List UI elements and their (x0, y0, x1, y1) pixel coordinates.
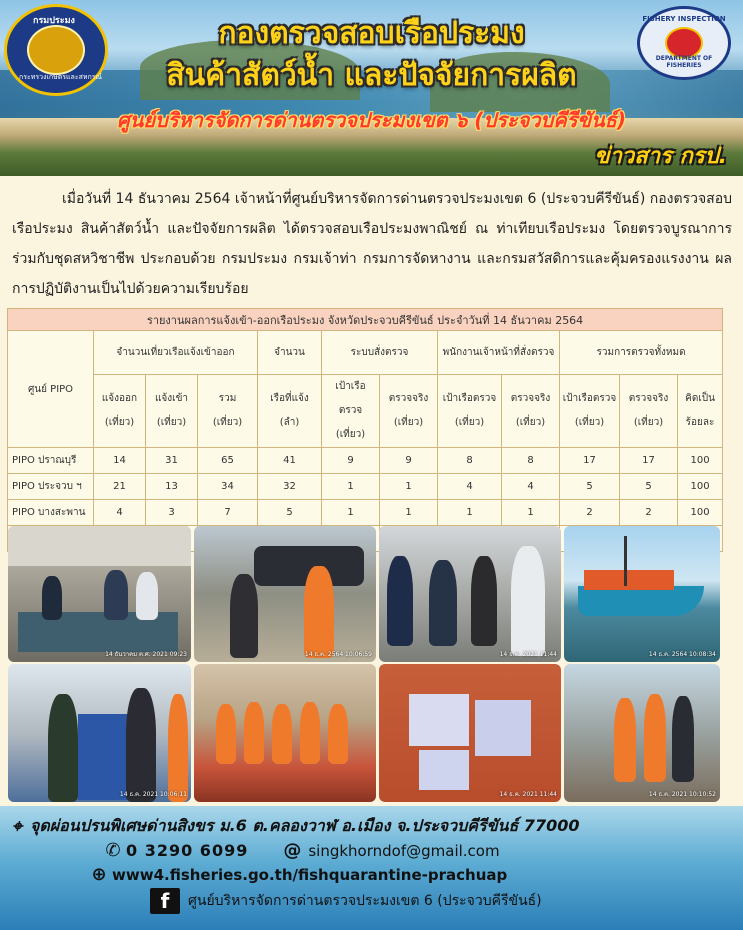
cell-center: PIPO ปราณบุรี (8, 448, 94, 474)
unit-label: (เที่ยว) (454, 417, 485, 428)
sub-header-sys-target (322, 375, 380, 448)
header-boats: จำนวน (258, 331, 322, 375)
cell-percent: 100 (678, 474, 723, 500)
photo-inspection-1 (8, 526, 191, 662)
cell-in: 3 (146, 500, 198, 526)
cell-in: 13 (146, 474, 198, 500)
cell-sum: 65 (198, 448, 258, 474)
unit-label: (เที่ยว) (104, 417, 135, 428)
logo-ring-top-text: FISHERY INSPECTION (642, 15, 726, 23)
cell-sys-actual: 9 (380, 448, 438, 474)
photo-fishing-boat (564, 526, 720, 662)
unit-label: ร้อยละ (685, 417, 715, 428)
footer-website[interactable]: www4.fisheries.go.th/fishquarantine-prachuap (112, 865, 508, 884)
photo-timestamp: 14 ธ.ค. 2564 10:08:34 (648, 651, 716, 658)
cell-out: 21 (94, 474, 146, 500)
photo-fish-hold (379, 664, 561, 802)
sub-label: เรือที่แจ้ง (270, 393, 309, 404)
photo-inspection-2 (194, 526, 376, 662)
cell-boats: 41 (258, 448, 322, 474)
unit-label: (เที่ยว) (212, 417, 243, 428)
article-paragraph: เมื่อวันที่ 14 ธันวาคม 2564 เจ้าหน้าที่ศูนย์บริหารจัดการด่านตรวจประมงเขต 6 (ประจวบคีรีขันธ์) กองตรวจสอบเรือประมง สินค้าสัตว์น้ำ และปัจจัยการผลิต ได้ตรวจสอบเรือประมงพาณิชย์ ณ ท่าเทียบเรือประมง โดยตรวจบูรณาการร่วมกับชุดสหวิชาชีพ ประกอบด้วย กรมประมง กรมเจ้าท่า กรมการจัดหางาน และกรมสวัสดิการและคุ้มครองแรงงาน ผลการปฏิบัติงานเป็นไปด้วยความเรียบร้อย (12, 191, 732, 297)
photo-timestamp: 14 ธ.ค. 2021 10:10:52 (648, 791, 716, 798)
cell-in: 31 (146, 448, 198, 474)
cell-tot-actual: 2 (620, 500, 678, 526)
sub-label: แจ้งออก (101, 393, 138, 404)
footer-contact (0, 806, 743, 930)
cell-sum: 7 (198, 500, 258, 526)
cell-sys-target: 9 (322, 448, 380, 474)
logo-ring-bottom-text: DEPARTMENT OF FISHERIES (655, 55, 713, 69)
sub-header-percent (678, 375, 723, 448)
photo-crew-lineup (194, 664, 376, 802)
sub-header-out (94, 375, 146, 448)
footer-website-row (86, 864, 507, 885)
sub-label: ตรวจจริง (628, 393, 669, 404)
cell-boats: 32 (258, 474, 322, 500)
news-tag: ข่าวสาร กรป. (594, 144, 727, 169)
cell-tot-target: 17 (560, 448, 620, 474)
cell-center: PIPO บางสะพาน (8, 500, 94, 526)
footer-address: จุดผ่อนปรนพิเศษด่านสิงขร ม.6 ต.คลองวาฬ อ.เมือง จ.ประจวบคีรีขันธ์ 77000 (30, 816, 580, 835)
cell-off-actual: 1 (502, 500, 560, 526)
cell-out: 4 (94, 500, 146, 526)
cell-percent: 100 (678, 500, 723, 526)
photo-deck-inspection (564, 664, 720, 802)
email-icon: @ (283, 840, 302, 861)
sub-header-off-actual (502, 375, 560, 448)
sub-label: เป้าเรือตรวจ (335, 381, 366, 416)
subtitle: ศูนย์บริหารจัดการด่านตรวจประมงเขต ๖ (ประจวบคีรีขันธ์) (116, 108, 627, 132)
cell-sum: 34 (198, 474, 258, 500)
header-total: รวมการตรวจทั้งหมด (560, 331, 723, 375)
header-trips: จำนวนเที่ยวเรือแจ้งเข้าออก (94, 331, 258, 375)
sub-header-tot-target (560, 375, 620, 448)
photo-timestamp: 14 ธ.ค. 2021 11:44 (499, 791, 557, 798)
footer-address-row (4, 814, 579, 839)
cell-off-target: 4 (438, 474, 502, 500)
footer-facebook[interactable]: ศูนย์บริหารจัดการด่านตรวจประมงเขต 6 (ประจวบคีรีขันธ์) (188, 893, 542, 909)
sub-header-off-target (438, 375, 502, 448)
cell-percent: 100 (678, 448, 723, 474)
cell-out: 14 (94, 448, 146, 474)
phone-icon: ✆ (105, 840, 121, 861)
table-row (8, 448, 723, 474)
table-caption: รายงานผลการแจ้งเข้า-ออกเรือประมง จังหวัดประจวบคีรีขันธ์ ประจำวันที่ 14 ธันวาคม 2564 (8, 309, 723, 331)
cell-tot-actual: 5 (620, 474, 678, 500)
photo-timestamp: 14 ธันวาคม ค.ศ. 2021 09:23 (105, 651, 187, 658)
photo-timestamp: 14 ธ.ค. 2564 10:06:59 (304, 651, 372, 658)
header-banner (0, 0, 743, 176)
footer-phone: 0 3290 6099 (126, 841, 249, 860)
unit-label: (เที่ยว) (156, 417, 187, 428)
sub-label: ตรวจจริง (388, 393, 429, 404)
sub-label: รวม (218, 393, 237, 404)
unit-label: (เที่ยว) (574, 417, 605, 428)
unit-label: (เที่ยว) (393, 417, 424, 428)
footer-email[interactable]: singkhorndof@gmail.com (308, 841, 500, 860)
sub-label: ตรวจจริง (510, 393, 551, 404)
title-line-1: กองตรวจสอบเรือประมง (218, 16, 525, 51)
unit-label: (ลำ) (279, 417, 300, 428)
unit-label: (เที่ยว) (515, 417, 546, 428)
report-table (7, 308, 723, 552)
sub-header-in (146, 375, 198, 448)
cell-off-actual: 8 (502, 448, 560, 474)
logo-ring-bottom-text: กระทรวงเกษตรและสหกรณ์ (19, 73, 102, 81)
cell-off-target: 1 (438, 500, 502, 526)
sub-header-sum (198, 375, 258, 448)
sub-header-sys-actual (380, 375, 438, 448)
sub-label: แจ้งเข้า (154, 393, 189, 404)
globe-icon: ⊕ (91, 864, 107, 885)
unit-label: (เที่ยว) (633, 417, 664, 428)
sub-label: เป้าเรือตรวจ (562, 393, 617, 404)
header-system: ระบบสั่งตรวจ (322, 331, 438, 375)
cell-boats: 5 (258, 500, 322, 526)
photo-timestamp: 14 ธ.ค. 2021 11:44 (499, 651, 557, 658)
cell-off-actual: 4 (502, 474, 560, 500)
sub-header-boats (258, 375, 322, 448)
header-officer: พนักงานเจ้าหน้าที่สั่งตรวจ (438, 331, 560, 375)
cell-sys-actual: 1 (380, 474, 438, 500)
cell-tot-actual: 17 (620, 448, 678, 474)
location-icon: ⌖ (11, 816, 23, 837)
header-center: ศูนย์ PIPO (8, 331, 94, 448)
cell-tot-target: 5 (560, 474, 620, 500)
footer-phone-email-row (100, 840, 500, 861)
unit-label: (เที่ยว) (335, 429, 366, 440)
photo-inspection-5 (8, 664, 191, 802)
table-row (8, 474, 723, 500)
title-line-2: สินค้าสัตว์น้ำ และปัจจัยการผลิต (166, 58, 577, 93)
cell-off-target: 8 (438, 448, 502, 474)
logo-ring-top-text: กรมประมง (33, 16, 75, 26)
cell-center: PIPO ประจวบ ฯ (8, 474, 94, 500)
cell-tot-target: 2 (560, 500, 620, 526)
photo-timestamp: 14 ธ.ค. 2021 10:06:11 (119, 791, 187, 798)
photo-inspection-3 (379, 526, 561, 662)
sub-label: คิดเป็น (685, 393, 715, 404)
cell-sys-target: 1 (322, 500, 380, 526)
footer-facebook-row (150, 888, 542, 914)
cell-sys-actual: 1 (380, 500, 438, 526)
sub-label: เป้าเรือตรวจ (442, 393, 497, 404)
sub-header-tot-actual (620, 375, 678, 448)
cell-sys-target: 1 (322, 474, 380, 500)
table-row (8, 500, 723, 526)
facebook-icon: f (150, 888, 180, 914)
